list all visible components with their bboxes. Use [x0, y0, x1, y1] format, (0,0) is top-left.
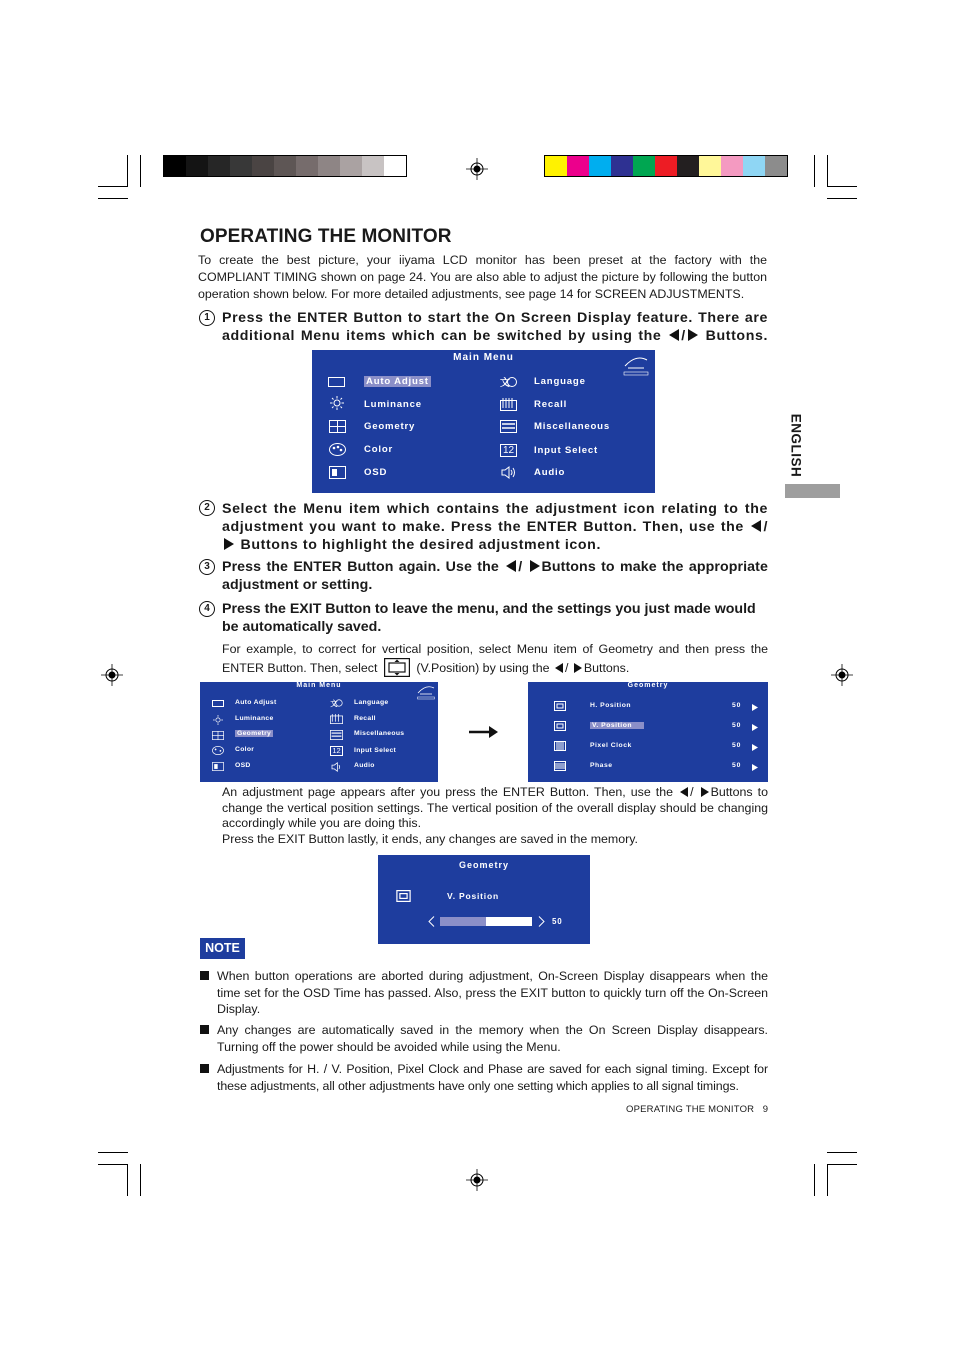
geometry-value-phase: 50	[732, 762, 742, 769]
step-3-line1b: Buttons to make the appropriate	[541, 559, 768, 575]
language-tab	[782, 413, 804, 478]
step-3-text	[222, 558, 768, 594]
right-arrow-icon	[574, 663, 582, 673]
small-main-menu-osd	[200, 682, 438, 782]
step-2-line3-text: Buttons to highlight the desired adjustment icon.	[240, 537, 601, 553]
v-position-slider[interactable]	[440, 917, 532, 926]
right-arrow-icon	[530, 560, 540, 572]
example-line2	[222, 658, 768, 677]
color-swatch	[743, 156, 765, 176]
adjust-line1	[222, 785, 768, 801]
bullet-icon	[200, 1025, 209, 1034]
right-arrow-icon	[752, 724, 758, 731]
note-item-1: When button operations are aborted during adjustment, On-Screen Display disappears when the time set for the OSD Time has passed. Also, press the EXIT button to quickly turn off the On-Screen Display.	[217, 969, 768, 1017]
menu-item-osd[interactable]: OSD	[364, 467, 388, 478]
grey-swatch	[208, 156, 230, 176]
adjust-exit: Press the EXIT Button lastly, it ends, any changes are saved in the memory.	[222, 832, 638, 847]
step-3-separator: /	[518, 559, 523, 575]
geometry-icon	[212, 731, 224, 740]
geometry-value-pixel-clock: 50	[732, 742, 742, 749]
miscellaneous-icon	[330, 730, 343, 740]
h-position-icon	[554, 701, 566, 711]
right-arrow-icon	[224, 538, 234, 550]
osd-icon	[212, 762, 224, 771]
transition-arrow-icon	[469, 724, 499, 740]
step-2-separator: /	[763, 519, 769, 535]
color-swatch	[677, 156, 699, 176]
left-arrow-icon	[669, 329, 679, 341]
geometry-item-h-position[interactable]: H. Position	[590, 702, 631, 709]
language-icon	[500, 375, 517, 389]
menu-item-recall[interactable]: Recall	[534, 399, 568, 410]
color-swatch	[545, 156, 567, 176]
grey-swatch	[318, 156, 340, 176]
right-arrow-icon	[752, 704, 758, 711]
menu-item-language[interactable]: Language	[534, 376, 586, 387]
svg-text:文: 文	[500, 378, 510, 389]
menu-item-color[interactable]: Color	[364, 444, 394, 455]
main-menu-header: Main Menu	[453, 352, 514, 363]
auto-adjust-icon	[328, 377, 345, 387]
step-2-line3	[222, 536, 768, 554]
step-2-line1: Select the Menu item which contains the adjustment icon relating to the	[222, 501, 768, 517]
grey-swatch	[274, 156, 296, 176]
left-arrow-icon	[555, 663, 563, 673]
step-4-text	[222, 600, 768, 636]
audio-speaker-icon	[501, 466, 516, 479]
menu-item-input-select[interactable]: Input Select	[534, 445, 598, 456]
example-line2a: ENTER Button. Then, select	[222, 661, 378, 675]
color-swatch	[699, 156, 721, 176]
auto-adjust-icon	[212, 700, 224, 707]
menu-item-geometry[interactable]: Geometry	[237, 730, 272, 737]
v-position-header: Geometry	[458, 860, 510, 870]
color-swatch	[633, 156, 655, 176]
geometry-item-v-position[interactable]: V. Position	[590, 722, 644, 729]
step-3-line1a: Press the ENTER Button again. Use the	[222, 559, 499, 575]
step-1-line2a: additional Menu items which can be switched by using the	[222, 328, 662, 344]
menu-item-miscellaneous[interactable]: Miscellaneous	[354, 730, 405, 737]
step-3-line2: adjustment or setting.	[222, 577, 373, 593]
step-2-number: 2	[199, 500, 215, 516]
menu-item-luminance[interactable]: Luminance	[364, 399, 422, 410]
menu-item-miscellaneous[interactable]: Miscellaneous	[534, 421, 610, 432]
note-item-3: Adjustments for H. / V. Position, Pixel Clock and Phase are saved for each signal timing. Except for these adjustments, all other adjustments have only one setting which applies to all signal timings.	[217, 1062, 768, 1093]
menu-item-audio[interactable]: Audio	[534, 467, 566, 478]
geometry-value-h-position: 50	[732, 702, 742, 709]
small-main-menu-header: Main Menu	[296, 682, 342, 689]
color-swatch	[567, 156, 589, 176]
color-swatch	[765, 156, 787, 176]
example-line2b: (V.Position) by using the	[416, 661, 550, 675]
grey-swatch	[362, 156, 384, 176]
step-2-line2	[222, 518, 768, 536]
v-position-label: V. Position	[447, 891, 499, 901]
menu-item-luminance[interactable]: Luminance	[235, 715, 274, 722]
input-select-icon: 12	[330, 746, 343, 756]
grey-swatch	[296, 156, 318, 176]
registration-mark-icon	[831, 664, 853, 686]
bullet-icon	[200, 1064, 209, 1073]
bullet-icon	[200, 971, 209, 980]
left-arrow-icon	[680, 787, 688, 797]
right-arrow-icon	[752, 764, 758, 771]
menu-item-osd[interactable]: OSD	[235, 762, 251, 769]
grey-swatch	[164, 156, 186, 176]
color-palette-icon	[212, 746, 224, 755]
adjust-line1b: Buttons to	[710, 785, 768, 799]
geometry-icon	[329, 420, 346, 433]
svg-text:文: 文	[330, 698, 338, 708]
menu-item-geometry[interactable]: Geometry	[364, 421, 416, 432]
geometry-menu-osd	[528, 682, 768, 782]
right-arrow-icon	[752, 744, 758, 751]
v-position-slider-fill	[440, 917, 486, 926]
registration-mark-icon	[466, 1169, 488, 1191]
menu-item-color[interactable]: Color	[235, 746, 255, 753]
note-badge: NOTE	[200, 938, 245, 959]
grey-calibration-bar	[163, 155, 407, 177]
step-1-line1: Press the ENTER Button to start the On Screen Display feature. There are	[222, 310, 768, 326]
example-line2c: Buttons.	[583, 661, 630, 675]
left-arrow-icon	[506, 560, 516, 572]
step-4-number: 4	[199, 601, 215, 617]
osd-icon	[329, 466, 346, 479]
step-1-line2	[222, 327, 768, 345]
step-1-line2b: Buttons.	[705, 328, 768, 344]
step-2-text	[222, 500, 768, 554]
grey-swatch	[230, 156, 252, 176]
miscellaneous-icon	[500, 420, 517, 433]
color-swatch	[589, 156, 611, 176]
v-position-icon	[554, 721, 566, 731]
step-1-separator: /	[681, 328, 686, 344]
adjustment-paragraph	[222, 785, 768, 848]
grey-swatch	[384, 156, 406, 176]
example-line1: For example, to correct for vertical position, select Menu item of Geometry and then press the	[222, 642, 768, 656]
step-3-line1	[222, 558, 768, 576]
color-palette-icon	[329, 443, 346, 456]
chevron-right-icon[interactable]	[538, 916, 545, 927]
v-position-value: 50	[552, 917, 563, 926]
menu-item-recall[interactable]: Recall	[354, 715, 376, 722]
adjust-separator: /	[690, 785, 694, 799]
adjust-line1a: An adjustment page appears after you press the ENTER Button. Then, use the	[222, 785, 673, 799]
chevron-left-icon[interactable]	[428, 916, 435, 927]
step-2-line2a: adjustment you want to make. Press the ENTER Button. Then, use the	[222, 519, 744, 535]
right-arrow-icon	[688, 329, 698, 341]
recall-icon	[330, 714, 343, 724]
registration-mark-icon	[466, 158, 488, 180]
page-number: 9	[762, 1104, 769, 1115]
page-footer	[626, 1104, 768, 1115]
phase-icon	[554, 761, 566, 771]
v-position-osd	[378, 855, 590, 944]
recall-icon	[500, 398, 517, 411]
note-item-2: Any changes are automatically saved in the memory when the On Screen Display disappears. Turning off the power should be avoided while using the Menu.	[217, 1023, 768, 1054]
step-4-line2: be automatically saved.	[222, 619, 382, 635]
right-arrow-icon	[701, 787, 709, 797]
main-menu-osd	[312, 350, 655, 493]
registration-mark-icon	[101, 664, 123, 686]
color-calibration-bar	[544, 155, 788, 177]
step-1-text	[222, 309, 768, 345]
language-icon	[330, 698, 343, 708]
energy-star-logo-icon	[622, 354, 650, 378]
page-title: OPERATING THE MONITOR	[200, 226, 452, 247]
step-4-line1: Press the EXIT Button to leave the menu, and the settings you just made would	[222, 601, 756, 617]
luminance-icon	[213, 715, 223, 725]
v-position-icon	[396, 890, 411, 902]
grey-swatch	[252, 156, 274, 176]
geometry-item-pixel-clock[interactable]: Pixel Clock	[590, 742, 632, 749]
menu-item-auto-adjust[interactable]: Auto Adjust	[235, 699, 277, 706]
geometry-menu-header: Geometry	[627, 682, 669, 689]
color-swatch	[655, 156, 677, 176]
menu-item-language[interactable]: Language	[354, 699, 389, 706]
footer-text: OPERATING THE MONITOR	[626, 1104, 755, 1115]
pixel-clock-icon	[554, 741, 566, 751]
color-swatch	[721, 156, 743, 176]
menu-item-input-select[interactable]: Input Select	[354, 747, 397, 754]
language-tab-label: ENGLISH	[788, 413, 804, 478]
geometry-item-phase[interactable]: Phase	[590, 762, 613, 769]
menu-item-auto-adjust[interactable]: Auto Adjust	[366, 376, 429, 387]
language-tab-marker	[785, 484, 840, 498]
adjust-rest: change the vertical position settings. The vertical position of the overall display should be changing accordingly while you are doing this.	[222, 800, 768, 831]
menu-item-audio[interactable]: Audio	[354, 762, 375, 769]
audio-speaker-icon	[331, 762, 343, 772]
input-select-icon: 12	[500, 444, 517, 457]
color-swatch	[611, 156, 633, 176]
geometry-value-v-position: 50	[732, 722, 742, 729]
energy-star-logo-icon	[416, 684, 436, 701]
example-paragraph	[222, 641, 768, 677]
v-position-icon	[384, 658, 410, 677]
intro-paragraph: To create the best picture, your iiyama LCD monitor has been preset at the factory with the COMPLIANT TIMING shown on page 24. You are also able to adjust the picture by following the button operation shown below. For more detailed adjustments, see page 14 for SCREEN ADJUSTMENTS.	[198, 253, 767, 301]
step-3-number: 3	[199, 559, 215, 575]
left-arrow-icon	[751, 520, 761, 532]
luminance-icon	[330, 396, 344, 410]
step-1-number: 1	[199, 310, 215, 326]
grey-swatch	[340, 156, 362, 176]
grey-swatch	[186, 156, 208, 176]
example-separator: /	[564, 661, 569, 675]
